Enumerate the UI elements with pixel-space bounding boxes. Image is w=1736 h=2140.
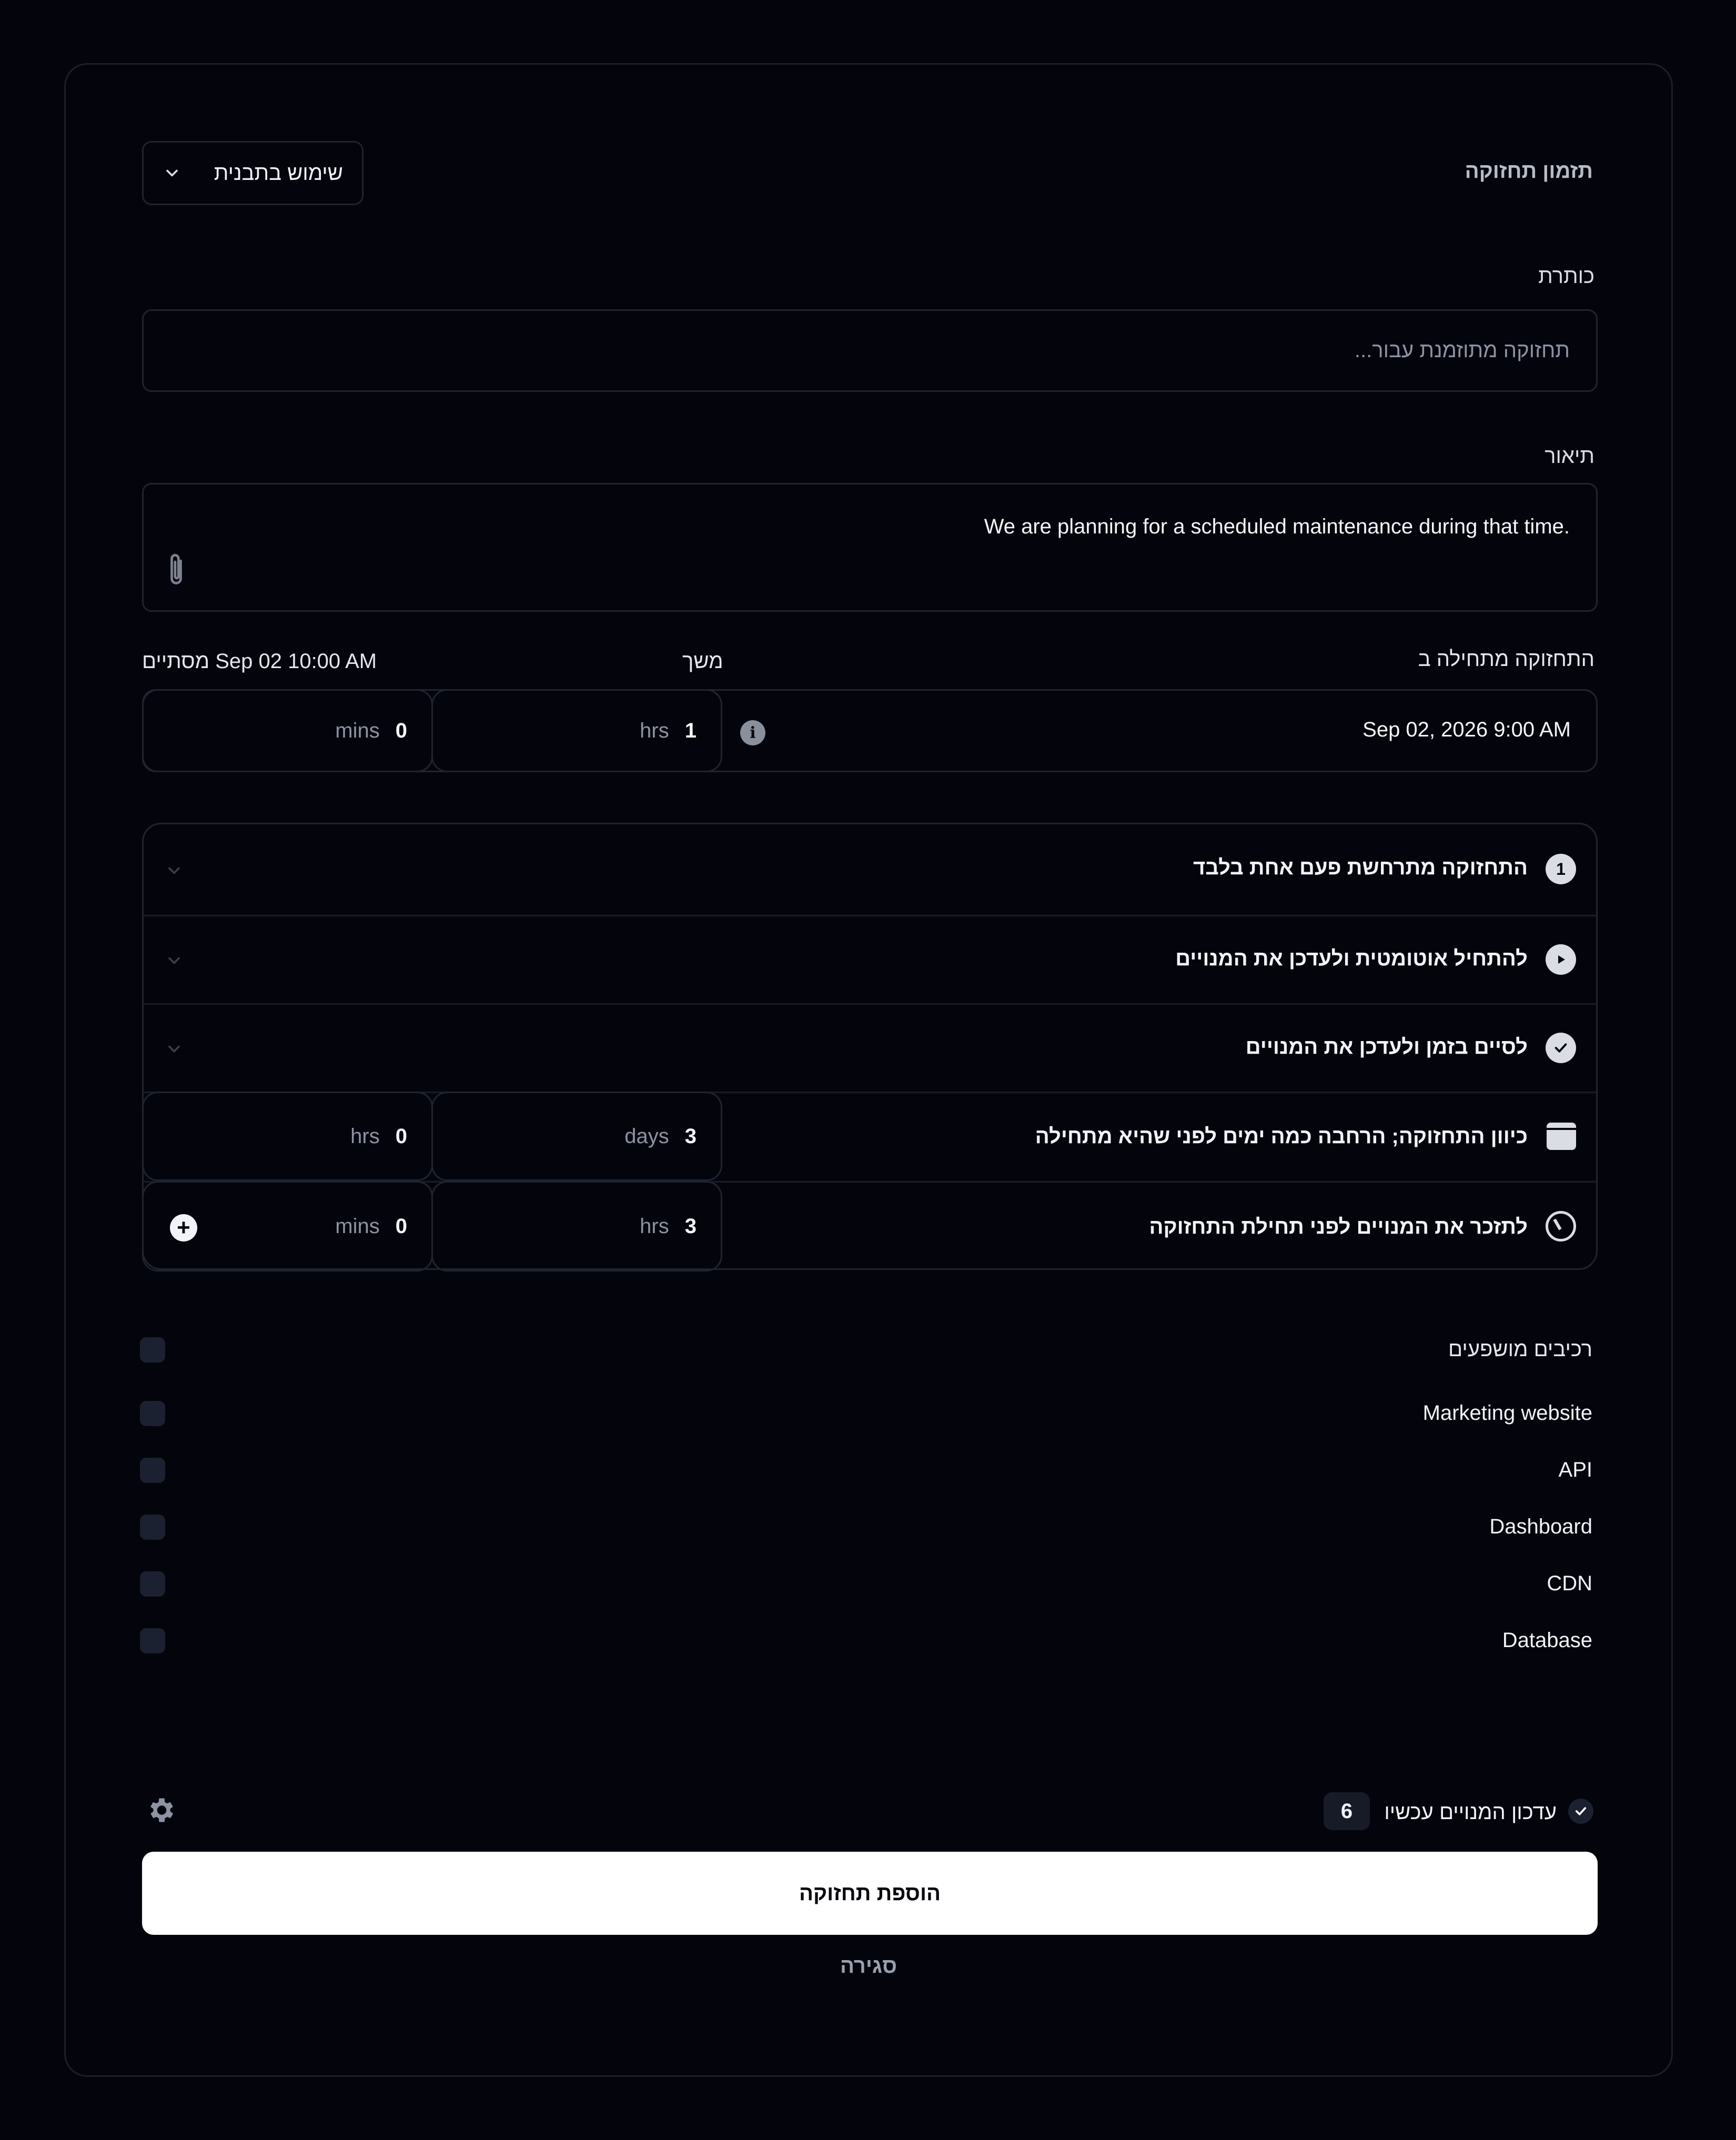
duration-mins-value: 0 (395, 719, 407, 742)
option-row-reminder (144, 1181, 1596, 1271)
option-label-once: התחזוקה מתרחשת פעם אחת בלבד (1193, 856, 1528, 879)
play-icon (1546, 944, 1576, 975)
calendar-icon (1547, 1123, 1576, 1150)
reminder-hrs-input[interactable] (431, 1181, 722, 1271)
component-label: CDN (1547, 1572, 1592, 1595)
advance-hrs-value: 0 (395, 1124, 407, 1148)
gear-icon[interactable] (145, 1794, 176, 1826)
advance-hrs-input[interactable] (142, 1092, 433, 1181)
close-button[interactable]: סגירה (840, 1954, 897, 1977)
notify-checkbox[interactable] (1568, 1799, 1593, 1824)
description-label: תיאור (1545, 445, 1594, 468)
component-checkbox[interactable] (140, 1401, 165, 1426)
dialog-title: תזמון תחזוקה (1465, 159, 1593, 183)
add-maintenance-button[interactable] (142, 1852, 1598, 1935)
number-one-icon: 1 (1546, 854, 1576, 884)
timer-icon (1546, 1211, 1576, 1241)
check-circle-icon (1546, 1033, 1576, 1063)
notify-label: עדכון המנויים עכשיו (1384, 1801, 1557, 1824)
advance-hrs-unit: hrs (350, 1124, 380, 1148)
use-template-label: שימוש בתבנית (214, 161, 343, 185)
start-datetime[interactable]: Sep 02, 2026 9:00 AM (1362, 718, 1571, 741)
option-row-advance-notice (144, 1092, 1596, 1181)
advance-days-input[interactable] (431, 1092, 722, 1181)
option-row-end-on-time[interactable] (144, 1003, 1596, 1092)
option-label-advance: כיוון התחזוקה; הרחבה כמה ימים לפני שהיא מתחילה (1035, 1125, 1528, 1148)
option-row-auto-start[interactable] (144, 915, 1596, 1003)
reminder-mins-value: 0 (395, 1214, 407, 1238)
options-list (142, 823, 1598, 1270)
chevron-down-icon[interactable] (165, 1039, 184, 1058)
chevron-down-icon (163, 164, 181, 183)
option-label-auto-start: להתחיל אוטומטית ולעדכן את המנויים (1175, 947, 1528, 970)
component-label: Dashboard (1489, 1515, 1592, 1538)
use-template-dropdown[interactable] (142, 141, 364, 205)
subscriber-count-badge: 6 (1324, 1792, 1370, 1830)
advance-days-unit: days (624, 1124, 669, 1148)
reminder-hrs-value: 3 (684, 1214, 697, 1238)
component-label: Marketing website (1422, 1401, 1592, 1425)
add-maintenance-label: הוספת תחזוקה (799, 1881, 941, 1905)
option-label-reminder: לתזכר את המנויים לפני תחילת התחזוקה (1149, 1215, 1528, 1238)
component-checkbox[interactable] (140, 1628, 165, 1653)
duration-mins-input[interactable] (142, 689, 433, 772)
component-checkbox[interactable] (140, 1571, 165, 1597)
close-button-wrap (66, 1954, 1671, 1978)
schedule-row (142, 689, 1598, 772)
description-text: We are planning for a scheduled maintenance during that time. (984, 515, 1570, 538)
option-label-end-on-time: לסיים בזמן ולעדכן את המנויים (1245, 1035, 1528, 1058)
select-all-checkbox[interactable] (140, 1337, 165, 1362)
ends-label: Sep 02 10:00 AM מסתיים (142, 650, 377, 673)
add-reminder-icon[interactable]: + (170, 1214, 197, 1241)
option-row-once[interactable] (144, 824, 1596, 915)
start-label: התחזוקה מתחילה ב (1418, 648, 1594, 671)
maintenance-dialog (64, 63, 1673, 2077)
advance-days-value: 3 (684, 1124, 697, 1148)
duration-hours-value: 1 (684, 719, 697, 742)
title-placeholder: תחזוקה מתוזמנת עבור... (1354, 339, 1570, 362)
duration-mins-unit: mins (335, 719, 380, 742)
reminder-hrs-unit: hrs (640, 1214, 669, 1238)
component-label: API (1558, 1458, 1592, 1481)
chevron-down-icon[interactable] (165, 861, 184, 880)
component-label: Database (1502, 1629, 1592, 1652)
title-label: כותרת (1538, 265, 1594, 288)
info-icon[interactable]: i (740, 720, 765, 745)
chevron-down-icon[interactable] (165, 951, 184, 970)
component-checkbox[interactable] (140, 1515, 165, 1540)
component-checkbox[interactable] (140, 1458, 165, 1483)
description-textarea[interactable] (142, 483, 1598, 612)
title-input[interactable] (142, 309, 1598, 392)
duration-hours-input[interactable] (431, 689, 722, 772)
paperclip-icon[interactable] (165, 552, 188, 588)
reminder-mins-unit: mins (335, 1214, 380, 1238)
duration-label: משך (682, 650, 723, 673)
duration-hours-unit: hrs (640, 719, 669, 742)
components-title: רכיבים מושפעים (1448, 1338, 1592, 1361)
